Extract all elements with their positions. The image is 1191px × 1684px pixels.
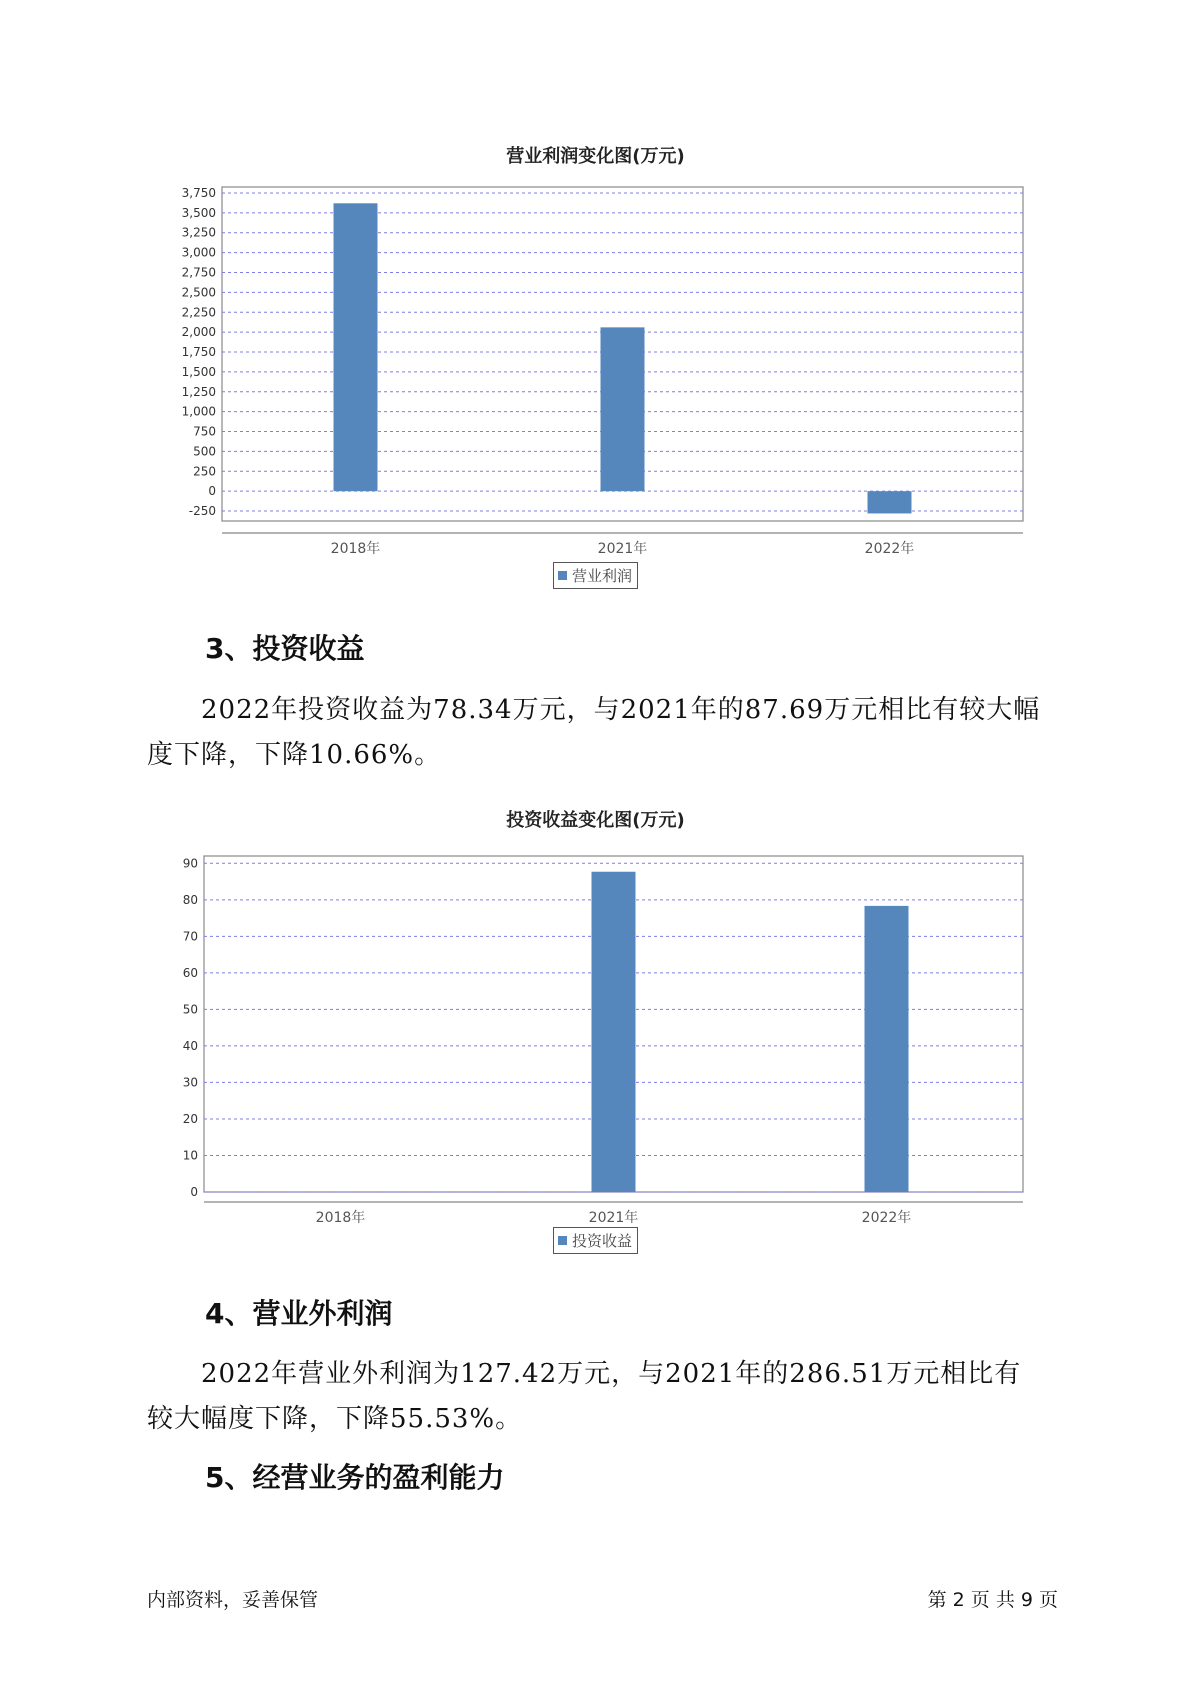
y-tick-label: 20 xyxy=(182,1111,198,1126)
investment-income-chart xyxy=(0,834,1191,1226)
chart1-title: 营业利润变化图(万元) xyxy=(506,146,685,167)
bar xyxy=(865,906,909,1192)
section4-heading: 4、营业外利润 xyxy=(205,1297,393,1330)
y-tick-label: 3,250 xyxy=(181,225,216,240)
x-tick-label: 2018年 xyxy=(315,1210,366,1226)
y-tick-label: 70 xyxy=(182,929,198,944)
y-tick-label: 2,000 xyxy=(181,325,216,340)
y-tick-label: 3,500 xyxy=(181,205,216,220)
x-tick-label: 2021年 xyxy=(588,1210,639,1226)
section3-paragraph: 2022年投资收益为78.34万元，与2021年的87.69万元相比有较大幅度下降，下降10.66%。 xyxy=(147,695,1041,770)
y-tick-label: 1,000 xyxy=(181,404,216,419)
y-tick-label: 40 xyxy=(182,1038,198,1053)
y-tick-label: 0 xyxy=(208,484,216,499)
x-tick-label: 2022年 xyxy=(861,1210,912,1226)
bar xyxy=(592,872,636,1192)
y-tick-label: 80 xyxy=(182,892,198,907)
section4-paragraph: 2022年营业外利润为127.42万元，与2021年的286.51万元相比有较大幅度下降，下降55.53%。 xyxy=(147,1359,1022,1434)
chart2-legend xyxy=(553,1227,638,1254)
y-tick-label: 1,500 xyxy=(181,364,216,379)
y-tick-label: 1,250 xyxy=(181,384,216,399)
y-tick-label: 0 xyxy=(190,1185,198,1199)
x-tick-label: 2021年 xyxy=(597,541,648,557)
legend-swatch-icon xyxy=(558,571,567,580)
operating-profit-chart xyxy=(0,170,1191,557)
y-tick-label: 2,250 xyxy=(181,305,216,320)
section3-heading: 3、投资收益 xyxy=(205,632,365,665)
y-tick-label: -250 xyxy=(188,504,216,519)
bar xyxy=(868,491,912,513)
footer-confidential: 内部资料，妥善保管 xyxy=(147,1589,319,1611)
y-tick-label: 250 xyxy=(193,464,216,479)
y-tick-label: 60 xyxy=(182,965,198,980)
y-tick-label: 30 xyxy=(182,1075,198,1090)
x-tick-label: 2018年 xyxy=(330,541,381,557)
chart2-legend-label: 投资收益 xyxy=(572,1232,633,1250)
y-tick-label: 1,750 xyxy=(181,345,216,360)
y-tick-label: 50 xyxy=(182,1002,198,1017)
y-tick-label: 2,500 xyxy=(181,285,216,300)
footer-page-number: 第 2 页 共 9 页 xyxy=(927,1589,1058,1611)
bar xyxy=(601,327,645,491)
y-tick-label: 500 xyxy=(193,444,216,459)
y-tick-label: 3,750 xyxy=(181,185,216,200)
legend-swatch-icon xyxy=(558,1236,567,1245)
section5-heading: 5、经营业务的盈利能力 xyxy=(205,1461,505,1494)
y-tick-label: 2,750 xyxy=(181,265,216,280)
y-tick-label: 750 xyxy=(193,424,216,439)
y-tick-label: 10 xyxy=(182,1148,198,1163)
bar xyxy=(334,203,378,491)
y-tick-label: 3,000 xyxy=(181,245,216,260)
chart1-legend-label: 营业利润 xyxy=(572,567,633,585)
chart2-title: 投资收益变化图(万元) xyxy=(506,810,685,831)
x-tick-label: 2022年 xyxy=(864,541,915,557)
y-tick-label: 90 xyxy=(182,856,198,871)
chart1-legend xyxy=(553,562,638,589)
